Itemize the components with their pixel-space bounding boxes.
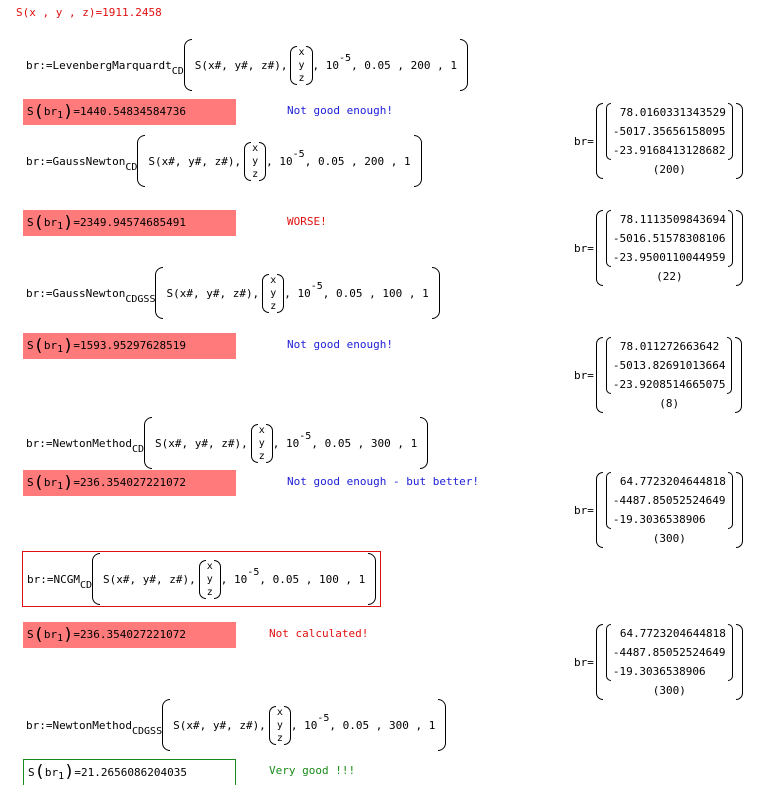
assignment-expression[interactable]	[26, 268, 440, 318]
remaining-arguments: , 0.05 , 200 , 1	[351, 58, 458, 72]
parameter-vector	[606, 472, 733, 529]
br-result-matrix[interactable]	[574, 337, 742, 413]
parameter-vector	[606, 337, 733, 394]
br-label: br=	[574, 503, 594, 517]
solver-subscript: CD	[80, 579, 93, 591]
residual-result[interactable]	[23, 210, 236, 236]
right-paren	[420, 417, 428, 469]
index-subscript: 1	[57, 221, 64, 232]
parameter-value: -4487.85052524649	[612, 646, 726, 659]
left-paren: (	[33, 101, 44, 122]
parameter-value: -4487.85052524649	[612, 494, 726, 507]
vector-entry: z	[276, 732, 283, 744]
variable-vector	[199, 560, 221, 599]
vector-entry: x	[206, 560, 213, 572]
br-argument: br	[43, 216, 58, 229]
solver-subscript: CDGSS	[125, 293, 156, 305]
left-paren: (	[33, 624, 44, 645]
residual-value: =1440.54834584736	[73, 105, 186, 118]
left-paren	[92, 553, 100, 605]
assignment-expression[interactable]	[22, 551, 381, 607]
s-function-label: S	[28, 765, 35, 779]
iteration-count: (22)	[656, 270, 683, 283]
residual-result[interactable]	[23, 622, 236, 648]
solver-function-name: GaussNewton	[52, 286, 126, 300]
parameter-value: 64.7723204644818	[619, 475, 726, 488]
residual-result[interactable]	[23, 333, 236, 359]
right-paren: )	[63, 472, 74, 493]
result-comment: Not good enough!	[287, 104, 393, 117]
right-paren	[460, 39, 468, 91]
vector-entry: z	[258, 450, 265, 462]
vector-entry: z	[270, 300, 277, 312]
residual-value: =236.354027221072	[73, 628, 186, 641]
assign-prefix: br:=	[26, 718, 53, 732]
right-paren	[414, 135, 422, 187]
parameter-value: 78.011272663642	[619, 340, 720, 353]
br-result-matrix[interactable]	[574, 210, 743, 286]
parameter-value: -23.9208514665075	[612, 378, 726, 391]
result-comment: Not good enough - but better!	[287, 475, 480, 488]
left-paren	[184, 39, 192, 91]
remaining-arguments: , 0.05 , 100 , 1	[322, 286, 429, 300]
function-argument: S(x#, y#, z#),	[103, 572, 196, 586]
tolerance-base: , 10	[272, 436, 300, 450]
right-paren: )	[63, 624, 74, 645]
assign-prefix: br:=	[26, 436, 53, 450]
parameter-value: -23.9168413128682	[612, 144, 726, 157]
vector-entry: x	[252, 142, 259, 154]
tolerance-base: , 10	[266, 154, 293, 168]
vector-entry: x	[276, 706, 283, 718]
left-paren	[137, 135, 145, 187]
vector-entry: y	[298, 59, 305, 71]
iteration-count: (200)	[652, 163, 686, 176]
solver-subscript: CDGSS	[131, 725, 163, 737]
result-comment: WORSE!	[287, 215, 327, 228]
br-result-matrix[interactable]	[574, 472, 743, 548]
assign-prefix: br:=	[26, 286, 53, 300]
function-argument: S(x#, y#, z#),	[166, 286, 260, 300]
br-result-matrix[interactable]	[574, 624, 743, 700]
parameter-value: 78.0160331343529	[619, 106, 726, 119]
tolerance-exponent: -5	[310, 280, 323, 292]
parameter-vector	[606, 210, 733, 267]
parameter-value: -5016.51578308106	[612, 232, 726, 245]
parameter-value: -19.3036538906	[612, 665, 706, 678]
br-argument: br	[44, 765, 59, 779]
br-label: br=	[574, 134, 594, 148]
residual-result[interactable]	[23, 759, 236, 785]
left-paren: (	[33, 472, 44, 493]
tolerance-base: , 10	[284, 286, 311, 300]
br-label: br=	[574, 241, 594, 255]
br-argument: br	[43, 105, 58, 118]
remaining-arguments: , 0.05 , 300 , 1	[329, 718, 436, 732]
left-paren: (	[33, 212, 44, 233]
left-paren	[155, 267, 163, 319]
remaining-arguments: , 0.05 , 200 , 1	[304, 154, 411, 168]
solver-function-name: NewtonMethod	[52, 436, 132, 450]
assignment-expression[interactable]	[26, 700, 446, 750]
vector-entry: y	[258, 437, 265, 449]
br-argument: br	[43, 339, 58, 352]
vector-entry: z	[252, 168, 259, 180]
residual-value: =21.2656086204035	[74, 765, 187, 779]
right-paren: )	[64, 762, 75, 782]
assignment-expression[interactable]	[26, 136, 422, 186]
result-comment: Not calculated!	[269, 627, 369, 640]
vector-entry: z	[298, 72, 305, 84]
variable-vector	[244, 142, 266, 181]
right-paren: )	[63, 101, 74, 122]
remaining-arguments: , 0.05 , 100 , 1	[259, 572, 366, 586]
variable-vector	[269, 706, 291, 745]
remaining-arguments: , 0.05 , 300 , 1	[311, 436, 418, 450]
tolerance-exponent: -5	[339, 52, 352, 64]
vector-entry: x	[258, 424, 265, 436]
solver-function-name: NCGM	[53, 572, 80, 586]
vector-entry: y	[276, 719, 283, 731]
right-paren	[432, 267, 440, 319]
assignment-expression[interactable]	[26, 40, 468, 90]
right-paren: )	[63, 335, 74, 356]
vector-entry: x	[298, 46, 305, 58]
right-paren: )	[63, 212, 74, 233]
parameter-value: -5017.35656158095	[612, 125, 726, 138]
vector-entry: y	[252, 155, 259, 167]
tolerance-exponent: -5	[299, 430, 312, 442]
tolerance-exponent: -5	[317, 712, 330, 724]
solver-function-name: LevenbergMarquardt	[52, 58, 172, 72]
function-argument: S(x#, y#, z#),	[194, 58, 288, 72]
parameter-value: -19.3036538906	[612, 513, 706, 526]
br-result-matrix[interactable]	[574, 103, 743, 179]
parameter-value: 78.1113509843694	[619, 213, 726, 226]
vector-entry: z	[206, 586, 213, 598]
parameter-vector	[606, 103, 733, 160]
index-subscript: 1	[57, 633, 64, 644]
parameter-value: -5013.82691013664	[612, 359, 726, 372]
function-argument: S(x#, y#, z#),	[148, 154, 242, 168]
left-paren	[162, 699, 170, 751]
result-comment: Not good enough!	[287, 338, 393, 351]
tolerance-exponent: -5	[247, 566, 260, 578]
variable-vector	[290, 46, 312, 85]
index-subscript: 1	[58, 770, 65, 782]
function-argument: S(x#, y#, z#),	[155, 436, 248, 450]
solver-subscript: CD	[125, 161, 138, 173]
tolerance-base: , 10	[312, 58, 340, 72]
br-argument: br	[43, 628, 58, 641]
tolerance-base: , 10	[220, 572, 248, 586]
s-function-label: S	[27, 476, 34, 489]
parameter-value: -23.9500110044959	[612, 251, 726, 264]
s-function-label: S	[27, 628, 34, 641]
parameter-value: 64.7723204644818	[619, 627, 726, 640]
iteration-count: (8)	[659, 397, 680, 410]
right-paren	[438, 699, 446, 751]
residual-result[interactable]	[23, 99, 236, 125]
index-subscript: 1	[57, 481, 64, 492]
s-function-label: S	[27, 105, 34, 118]
residual-result[interactable]	[23, 470, 236, 496]
iteration-count: (300)	[652, 684, 686, 697]
residual-value: =1593.95297628519	[73, 339, 186, 352]
solver-function-name: NewtonMethod	[52, 718, 132, 732]
br-label: br=	[574, 368, 594, 382]
assign-prefix: br:=	[27, 572, 54, 586]
residual-value: =2349.94574685491	[73, 216, 186, 229]
left-paren: (	[33, 335, 44, 356]
residual-value: =236.354027221072	[73, 476, 186, 489]
variable-vector	[251, 424, 273, 463]
assign-prefix: br:=	[26, 58, 53, 72]
variable-vector	[262, 274, 284, 313]
iteration-count: (300)	[652, 532, 686, 545]
solver-subscript: CD	[171, 65, 184, 77]
tolerance-exponent: -5	[292, 148, 305, 160]
index-subscript: 1	[57, 344, 64, 355]
solver-function-name: GaussNewton	[52, 154, 126, 168]
assign-prefix: br:=	[26, 154, 53, 168]
objective-value-header: S(x , y , z)=1911.2458	[16, 6, 162, 19]
solver-subscript: CD	[131, 443, 145, 455]
function-argument: S(x#, y#, z#),	[173, 718, 266, 732]
s-function-label: S	[27, 216, 34, 229]
index-subscript: 1	[57, 110, 64, 121]
result-comment: Very good !!!	[269, 764, 356, 777]
vector-entry: y	[206, 573, 213, 585]
s-function-label: S	[27, 339, 34, 352]
br-label: br=	[574, 655, 594, 669]
br-argument: br	[43, 476, 58, 489]
vector-entry: x	[270, 274, 277, 286]
assignment-expression[interactable]	[26, 418, 428, 468]
right-paren	[368, 553, 376, 605]
parameter-vector	[606, 624, 733, 681]
left-paren	[144, 417, 152, 469]
left-paren: (	[34, 762, 45, 782]
vector-entry: y	[270, 287, 277, 299]
tolerance-base: , 10	[290, 718, 318, 732]
